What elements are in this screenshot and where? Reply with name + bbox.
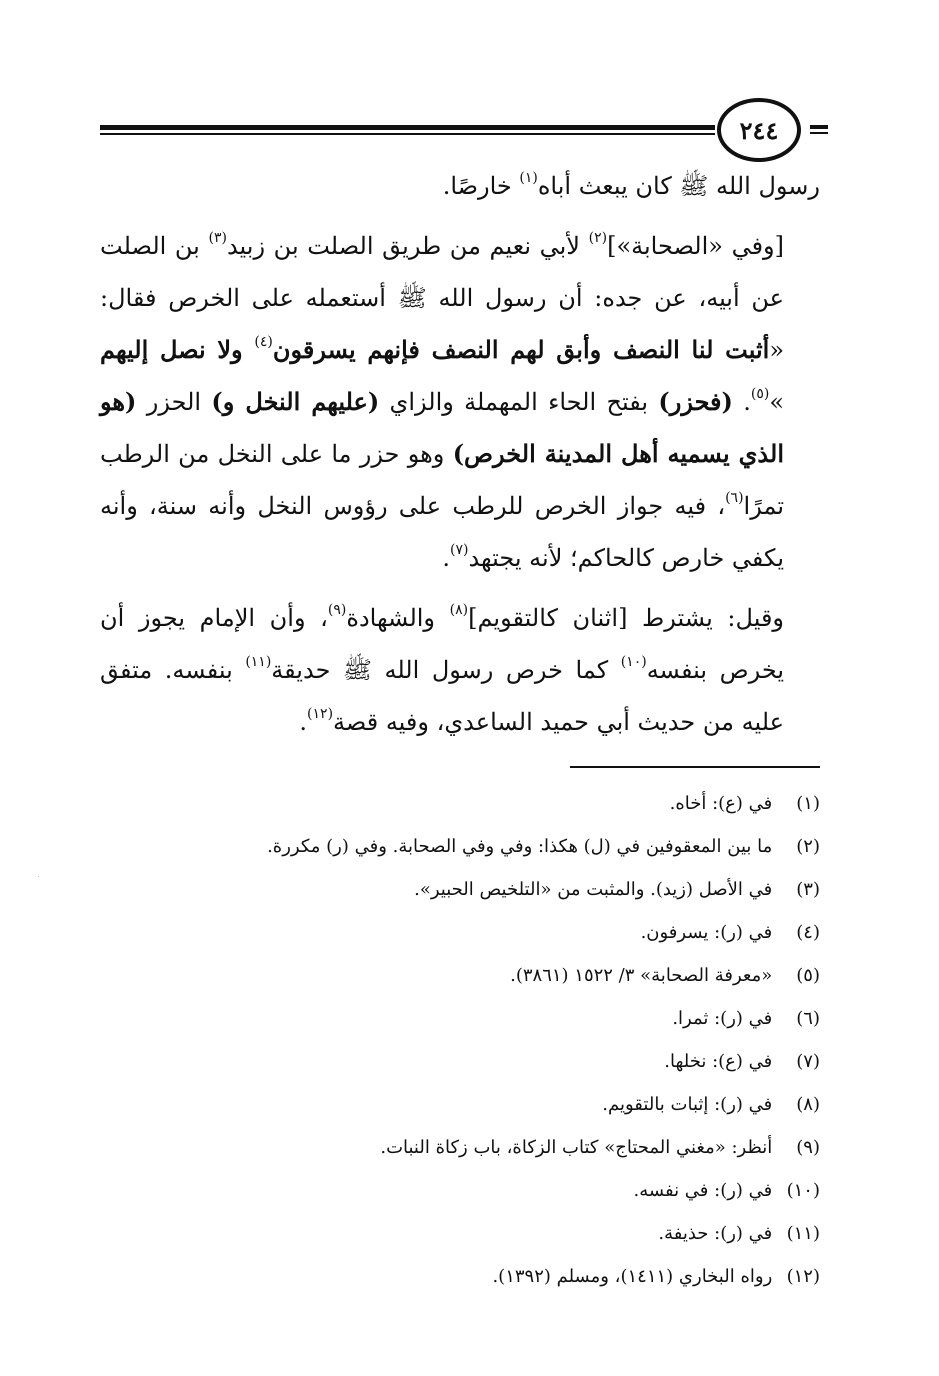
footnote-number: (٥) xyxy=(796,965,820,986)
footnote-number: (٤) xyxy=(796,922,820,943)
footnote-ref-9[interactable]: (٩) xyxy=(327,602,347,618)
footnote xyxy=(150,911,820,954)
footnote xyxy=(150,954,820,997)
footnote-number: (٣) xyxy=(796,879,820,900)
footnote-ref-12[interactable]: (١٢) xyxy=(307,706,334,722)
footnote xyxy=(150,1083,820,1126)
footnote-ref-7[interactable]: (٧) xyxy=(449,542,469,558)
footnote-ref-10[interactable]: (١٠) xyxy=(620,654,647,670)
footnote-text: في (ر): إثبات بالتقويم. xyxy=(602,1094,773,1115)
header-rule-right xyxy=(810,125,828,129)
paragraph-3: وقيل: يشترط [اثنان كالتقويم]$^{(٨)}$ والشهادة$^{(٩)}$، وأن الإمام يجوز أن يخرص بنفسه$^{(١٠)}$ كما خرص رسول الله ﷺ حديقة$^{(١١)}$ بنفسه. متفق عليه من حديث أبي حميد الساعدي، وفيه قصة$^{(١٢)}$. xyxy=(100,602,785,736)
scan-speck xyxy=(38,876,39,877)
footnote-ref-5[interactable]: (٥) xyxy=(750,386,770,402)
footnote-text: في (ع): نخلها. xyxy=(664,1051,773,1072)
footnote xyxy=(150,1255,820,1298)
matn-phrase: (عليهم النخل و) xyxy=(211,387,380,416)
footnote-number: (١٢) xyxy=(786,1266,820,1287)
footnote-number: (٦) xyxy=(796,1008,820,1029)
hadith-text: أثبت لنا النصف وأبق لهم النصف فإنهم يسرقون xyxy=(272,335,770,364)
footnote xyxy=(150,1126,820,1169)
footnote-number: (١٠) xyxy=(786,1180,820,1201)
footnote-ref-4[interactable]: (٤) xyxy=(254,334,273,350)
footnote-text: في (ع): أخاه. xyxy=(669,793,773,814)
footnote xyxy=(150,782,820,825)
header-rule-thin xyxy=(100,133,715,135)
header-rule-thick xyxy=(100,125,715,130)
footnote-number: (٨) xyxy=(796,1094,820,1115)
header-rule-right-thin xyxy=(810,132,828,134)
footnotes xyxy=(150,782,820,1298)
paragraph-1: رسول الله ﷺ كان يبعث أباه$^{(١)}$ خارصًا. xyxy=(442,170,820,200)
footnote-text: «معرفة الصحابة» ٣/ ١٥٢٢ (٣٨٦١). xyxy=(510,965,773,986)
footnote-text: أنظر: «مغني المحتاج» كتاب الزكاة، باب زكاة النبات. xyxy=(380,1137,773,1158)
footnote-number: (١١) xyxy=(786,1223,820,1244)
footnote-text: في (ر): يسرفون. xyxy=(640,922,773,943)
footnote xyxy=(150,997,820,1040)
footnote-ref-6[interactable]: (٦) xyxy=(725,490,744,506)
footnote-text: في (ر): حذيفة. xyxy=(658,1223,773,1244)
footnote xyxy=(150,1212,820,1255)
footnote xyxy=(150,1040,820,1083)
footnote xyxy=(150,868,820,911)
footnote-text: ما بين المعقوفين في (ل) هكذا: وفي وفي الصحابة. وفي (ر) مكررة. xyxy=(267,836,773,857)
page-number: ٢٤٤ xyxy=(717,98,801,162)
matn-word: (فحزر) xyxy=(658,387,733,416)
footnote-ref-1[interactable]: (١) xyxy=(519,170,538,186)
footnote-ref-11[interactable]: (١١) xyxy=(245,654,272,670)
hadith-text-cont: ولا نصل إليهم xyxy=(100,335,255,364)
footnote-number: (٩) xyxy=(796,1137,820,1158)
footnote xyxy=(150,825,820,868)
paragraph-2: [وفي «الصحابة»]$^{(٢)}$ لأبي نعيم من طريق الصلت بن زبيد$^{(٣)}$ بن الصلت عن أبيه، عن جده: أن رسول الله ﷺ أستعمله على الخرص فقال: «أثبت لنا النصف وأبق لهم النصف فإنهم يسرقون$^{(٤)}$ ولا نصل إليهم »$^{(٥)}$. (فحزر) بفتح الحاء المهملة والزاي (عليهم النخل و) الحزر (هو الذي يسميه أهل المدينة الخرص) وهو حزر ما على النخل من الرطب تمرًا$^{(٦)}$، فيه جواز الخرص للرطب على رؤوس النخل وأنه سنة، وأنه يكفي خارص كالحاكم؛ لأنه يجتهد$^{(٧)}$. xyxy=(100,230,785,572)
footnote-ref-3[interactable]: (٣) xyxy=(208,230,227,246)
footnote-separator xyxy=(570,766,820,768)
footnote-ref-2[interactable]: (٢) xyxy=(588,230,608,246)
footnote-text: في (ر): في نفسه. xyxy=(633,1180,773,1201)
footnote-number: (٧) xyxy=(796,1051,820,1072)
footnote xyxy=(150,1169,820,1212)
main-text xyxy=(100,160,820,748)
footnote-number: (٢) xyxy=(796,836,820,857)
footnote-number: (١) xyxy=(796,793,820,814)
footnote-text: رواه البخاري (١٤١١)، ومسلم (١٣٩٢). xyxy=(492,1266,773,1287)
matn-phrase-2: (هو الذي يسميه أهل المدينة الخرص) xyxy=(100,387,785,468)
footnote-text: في الأصل (زيد). والمثبت من «التلخيص الحبير». xyxy=(414,879,773,900)
footnote-ref-8[interactable]: (٨) xyxy=(449,602,469,618)
footnote-text: في (ر): ثمرا. xyxy=(672,1008,773,1029)
